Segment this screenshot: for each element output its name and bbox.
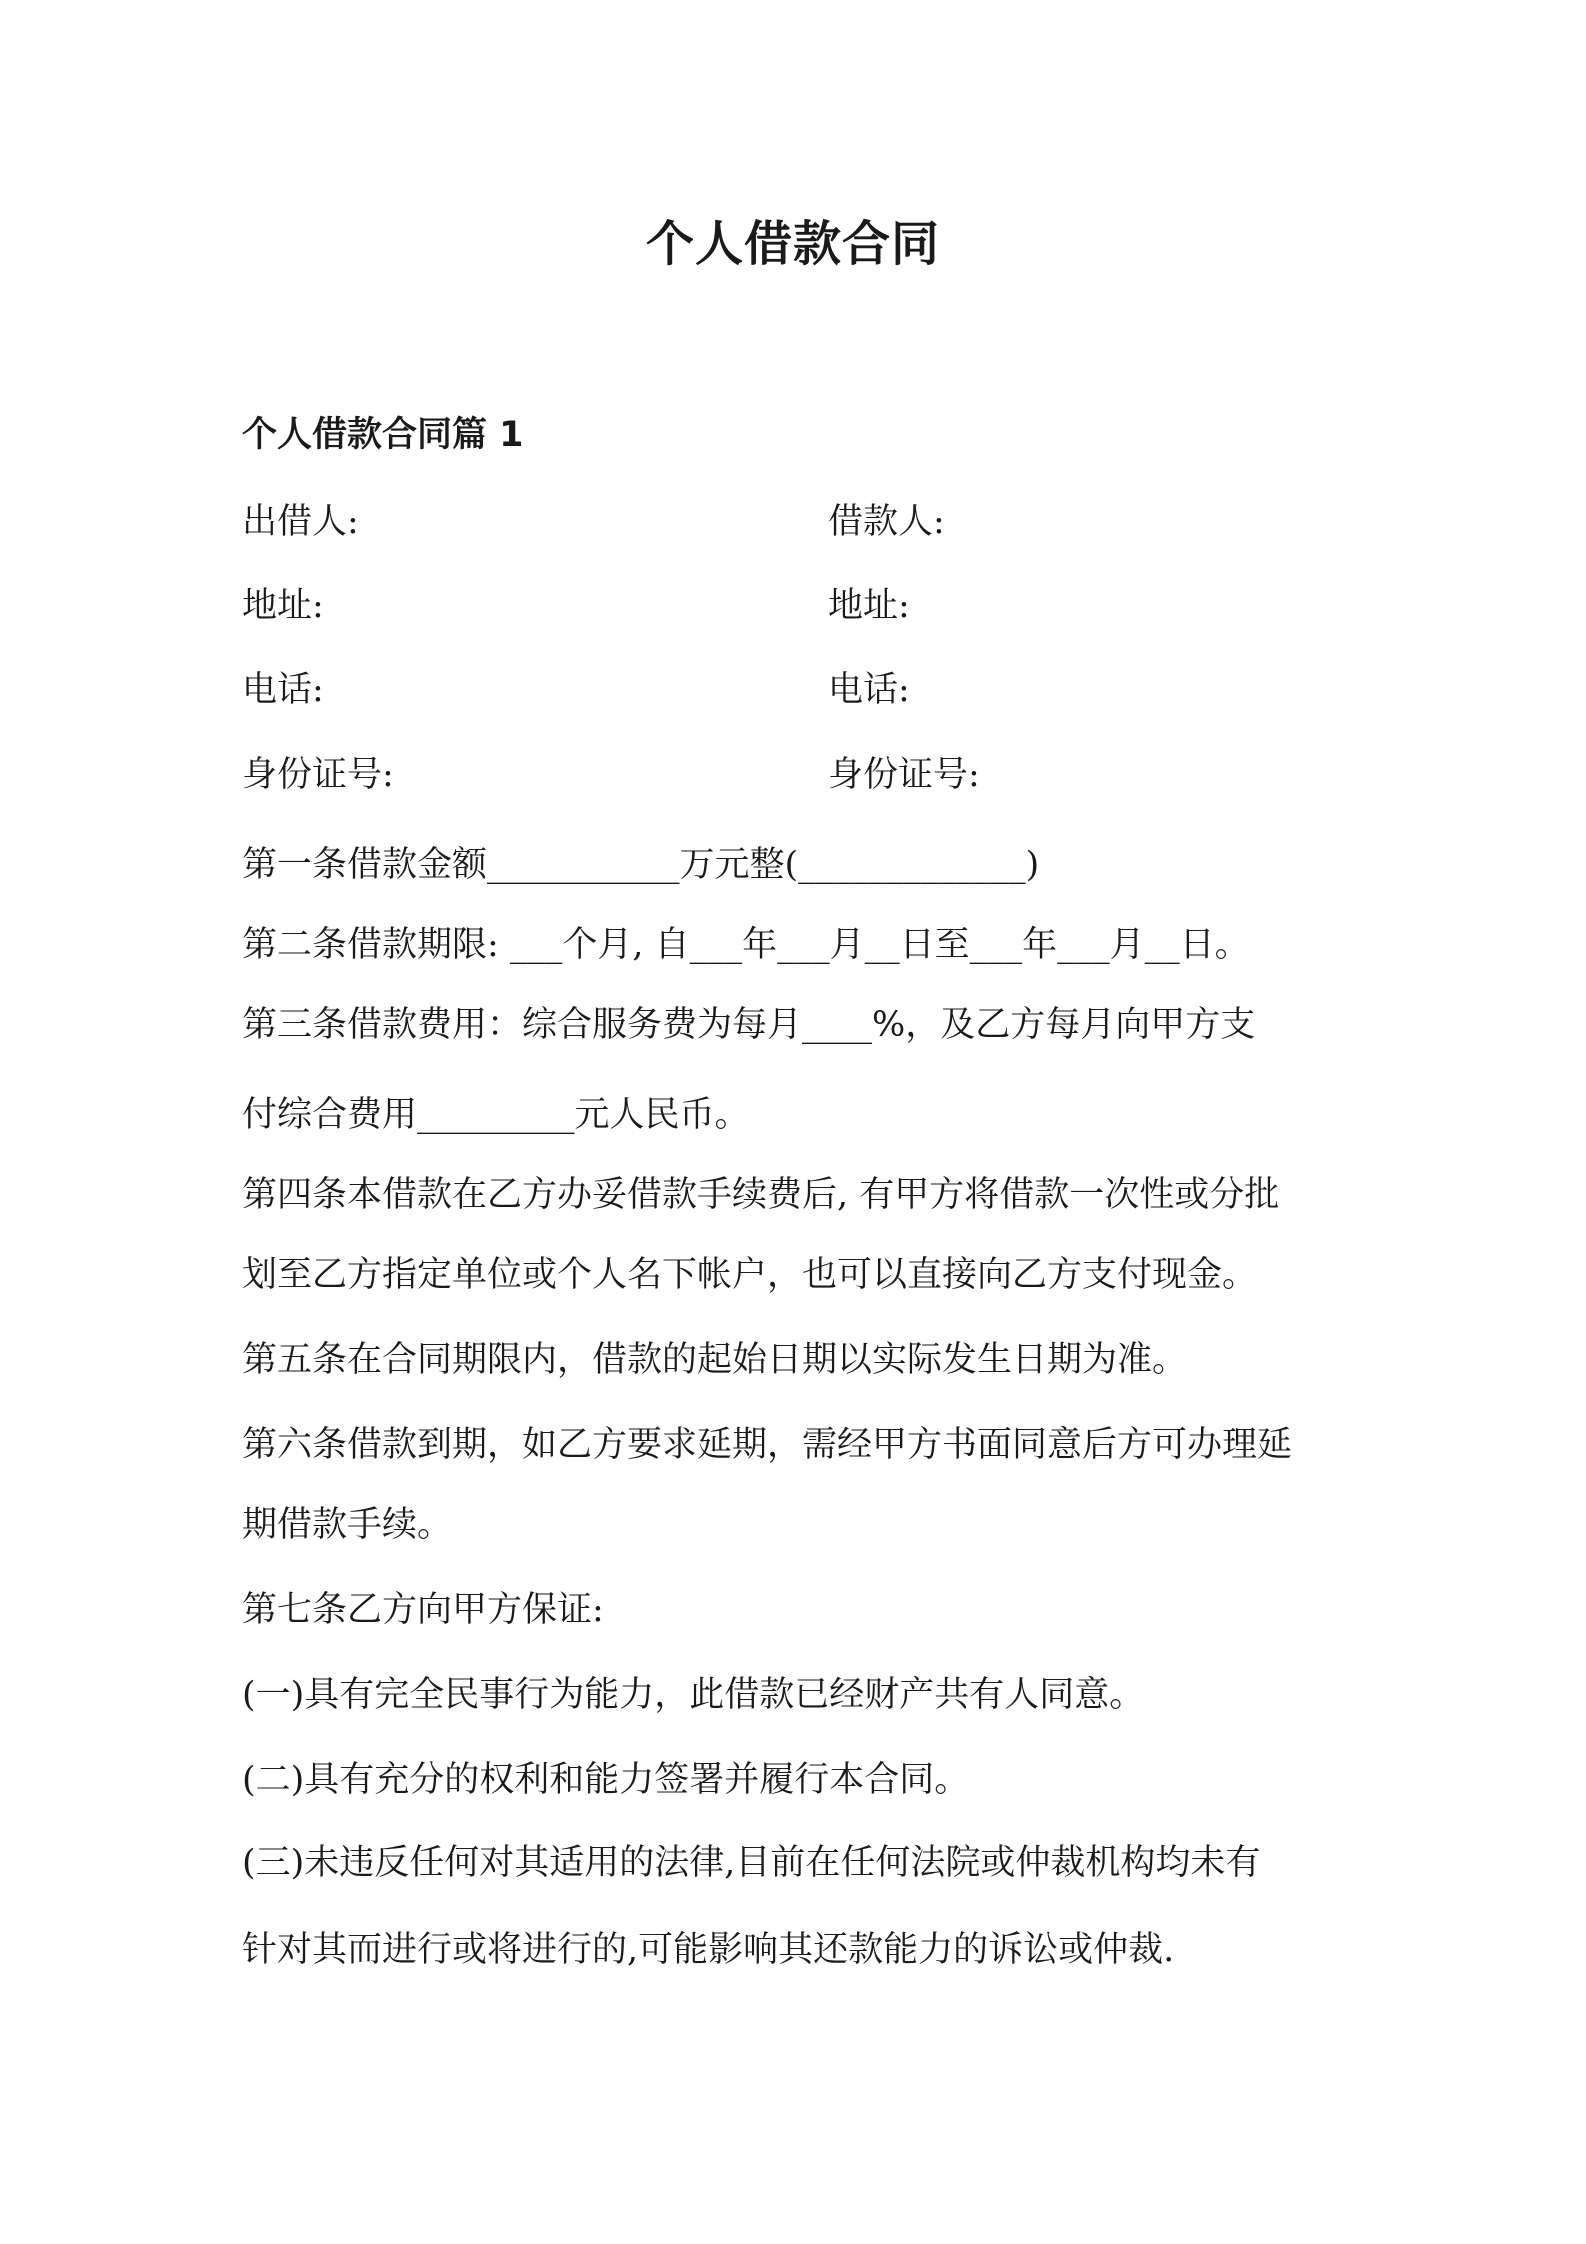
section-heading: 个人借款合同篇 1 [242,415,524,455]
lender-id-label: 身份证号: [242,755,394,795]
clause-line: (一)具有完全民事行为能力，此借款已经财产共有人同意。 [242,1675,1145,1715]
clause-line: 第七条乙方向甲方保证: [242,1590,604,1630]
clause-line: 第一条借款金额___________万元整(_____________) [242,845,1040,885]
borrower-id-label: 身份证号: [828,755,980,795]
clause-line: 第六条借款到期，如乙方要求延期，需经甲方书面同意后方可办理延 [242,1425,1293,1465]
clause-line: 划至乙方指定单位或个人名下帐户，也可以直接向乙方支付现金。 [242,1255,1258,1295]
borrower-phone-label: 电话: [828,670,910,710]
clause-line: (二)具有充分的权利和能力签署并履行本合同。 [242,1760,970,1800]
lender-phone-label: 电话: [242,670,324,710]
borrower-address-label: 地址: [828,586,910,626]
clause-line: 第四条本借款在乙方办妥借款手续费后, 有甲方将借款一次性或分批 [242,1175,1280,1215]
clause-line: (三)未违反任何对其适用的法律,目前在任何法院或仲裁机构均未有 [242,1843,1261,1883]
document-title: 个人借款合同 [645,216,940,272]
clause-line: 付综合费用_________元人民币。 [242,1095,750,1135]
clause-line: 第五条在合同期限内，借款的起始日期以实际发生日期为准。 [242,1340,1188,1380]
lender-address-label: 地址: [242,586,324,626]
clause-line: 第二条借款期限: ___个月, 自___年___月__日至___年___月__日。 [242,925,1250,965]
clause-line: 第三条借款费用：综合服务费为每月____%，及乙方每月向甲方支 [242,1005,1256,1045]
borrower-label: 借款人: [828,502,945,542]
clause-line: 期借款手续。 [242,1505,453,1545]
clause-line: 针对其而进行或将进行的,可能影响其还款能力的诉讼或仲裁. [242,1930,1175,1970]
lender-label: 出借人: [242,502,359,542]
